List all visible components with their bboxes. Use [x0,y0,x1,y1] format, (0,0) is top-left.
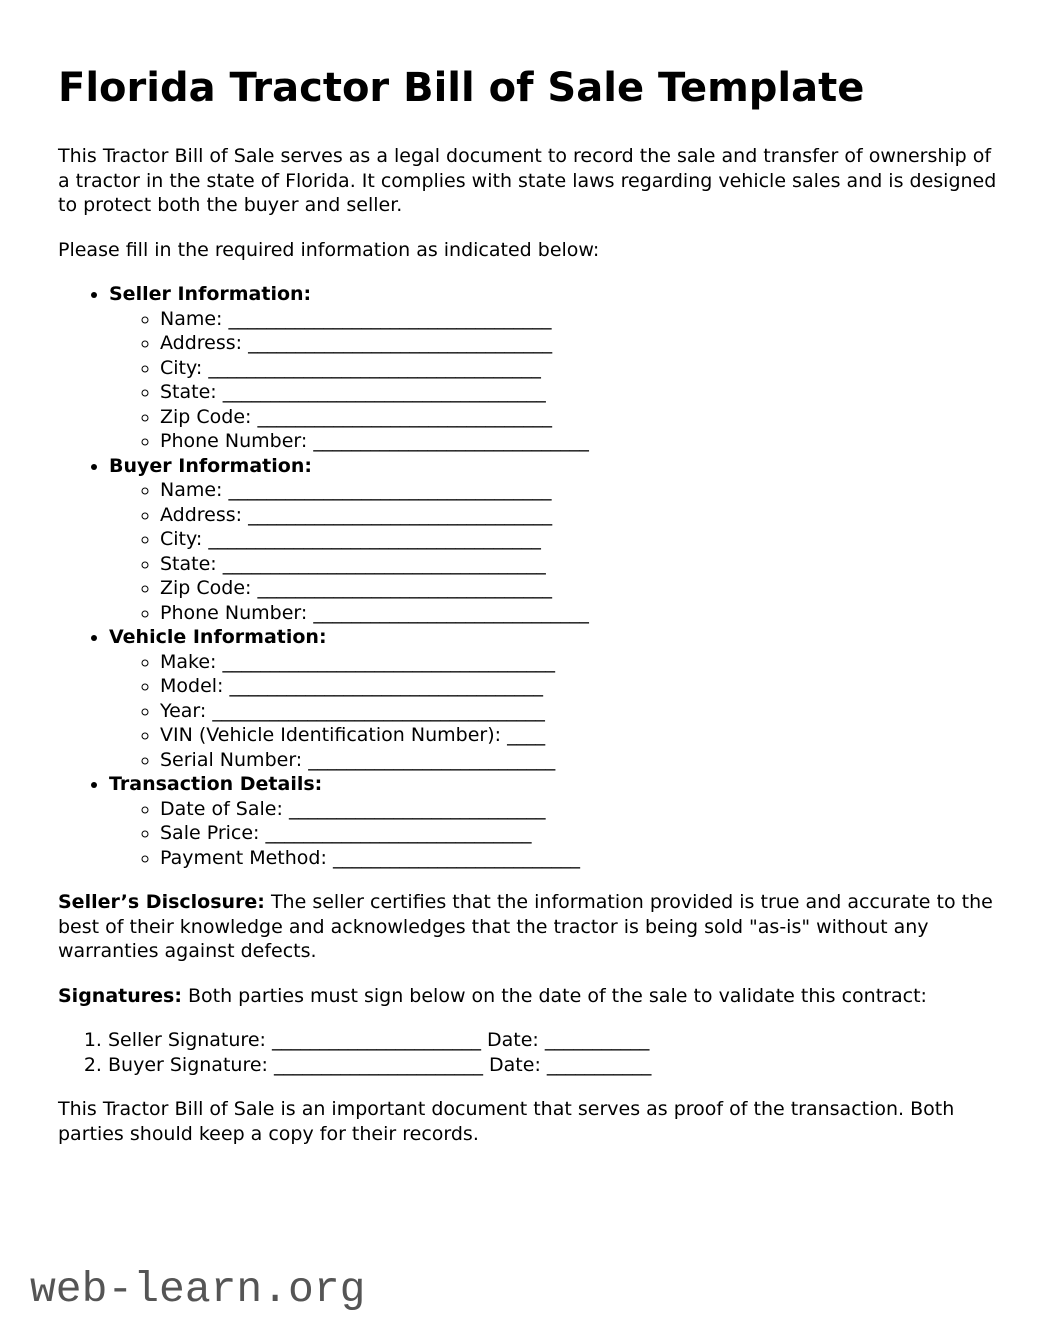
signature-list [58,1028,997,1077]
blank-line: ________________________________ [248,332,553,354]
seller-signature-date-blank-line: ___________ [544,1029,650,1051]
field-transaction-sale-price [160,821,997,846]
blank-line: __________________________________ [228,307,552,330]
field-seller-name [160,307,997,332]
field-label: City: [160,528,203,550]
buyer-signature-row [108,1053,997,1078]
section-seller-information [109,282,997,454]
seller-signature-row [108,1028,997,1053]
section-vehicle-information [109,625,997,772]
blank-line: __________________________ [308,748,556,771]
seller-information-heading: Seller Information: [109,283,312,305]
field-label: State: [160,381,217,403]
seller-signature-label: Seller Signature: [108,1029,266,1051]
signatures-text: Both parties must sign below on the date of the sale to validate this contract: [187,984,927,1007]
field-label: Year: [160,699,207,722]
field-label: Zip Code: [160,577,252,599]
field-label: VIN (Vehicle Identification Number): [160,724,502,746]
signatures-paragraph [58,984,997,1009]
form-sections [58,282,997,870]
blank-line: ____ [507,724,546,746]
buyer-signature-blank-line: ______________________ [273,1053,483,1076]
sellers-disclosure-paragraph [58,890,997,964]
field-label: City: [160,356,203,379]
field-label: Sale Price: [160,822,260,844]
field-buyer-address [160,503,997,528]
outro-paragraph: This Tractor Bill of Sale is an important document that serves as proof of the transaction. Both parties should keep a copy for their records. [58,1098,955,1145]
field-seller-phone-number [160,429,997,454]
blank-line: __________________________________ [222,381,546,403]
blank-line: _____________________________ [313,430,589,452]
field-label: Address: [160,332,243,354]
field-label: Model: [160,675,224,697]
field-label: Make: [160,650,217,673]
blank-line: __________________________ [332,846,580,869]
field-label: Date of Sale: [160,797,283,820]
field-buyer-zip-code [160,576,997,601]
field-label: Phone Number: [160,430,308,452]
field-buyer-state [160,552,997,577]
blank-line: _____________________________ [313,601,589,624]
field-vehicle-vin [160,723,997,748]
blank-line: _______________________________ [257,405,552,428]
field-buyer-name [160,478,997,503]
blank-line: ___________________________________ [208,356,541,379]
field-seller-zip-code [160,405,997,430]
buyer-signature-date-blank-line: ___________ [546,1053,652,1076]
field-transaction-payment-method [160,846,997,871]
blank-line: ___________________________________ [222,650,555,673]
vehicle-information-heading: Vehicle Information: [109,626,327,648]
seller-signature-date-label: Date: [487,1029,539,1051]
blank-line: ____________________________ [265,822,532,844]
blank-line: __________________________________ [228,479,552,501]
field-vehicle-year [160,699,997,724]
seller-fields [109,307,997,454]
buyer-fields [109,478,997,625]
field-buyer-phone-number [160,601,997,626]
blank-line: _________________________________ [229,675,543,697]
sellers-disclosure-text: The seller certifies that the information provided is true and accurate to the best of their knowledge and acknowledges that the tractor is being sold "as-is" without any warranties against defects. [58,891,993,962]
intro-paragraph: This Tractor Bill of Sale serves as a legal document to record the sale and transfer of ownership of a tractor in the state of Florida. It complies with state laws regarding vehicle sales and is designed to protect both the buyer and seller. [58,145,997,216]
vehicle-fields [109,650,997,773]
field-label: Address: [160,503,243,526]
transaction-details-heading: Transaction Details: [109,773,323,795]
blank-line: ___________________________________ [208,528,541,550]
blank-line: _______________________________ [257,577,552,599]
signatures-label: Signatures: [58,984,182,1007]
page-title: Florida Tractor Bill of Sale Template [58,65,865,111]
field-seller-city [160,356,997,381]
section-transaction-details [109,772,997,870]
buyer-signature-label: Buyer Signature: [108,1053,268,1076]
blank-line: ___________________________________ [212,699,545,722]
field-seller-state [160,380,997,405]
buyer-signature-date-label: Date: [489,1053,541,1076]
section-buyer-information [109,454,997,626]
blank-line: ________________________________ [248,503,553,526]
transaction-fields [109,797,997,871]
field-transaction-date-of-sale [160,797,997,822]
field-label: Name: [160,307,223,330]
blank-line: __________________________________ [222,552,546,575]
field-label: Name: [160,479,223,501]
field-buyer-city [160,527,997,552]
field-label: Zip Code: [160,405,252,428]
watermark-web-learn-org: web-learn.org [30,1265,366,1314]
seller-signature-blank-line: ______________________ [271,1029,481,1051]
field-label: Serial Number: [160,748,303,771]
field-vehicle-serial-number [160,748,997,773]
field-label: Phone Number: [160,601,308,624]
field-seller-address [160,331,997,356]
instruction-paragraph: Please fill in the required information as indicated below: [58,238,600,261]
blank-line: ___________________________ [288,797,546,820]
buyer-information-heading: Buyer Information: [109,454,312,477]
field-label: Payment Method: [160,846,327,869]
field-label: State: [160,552,217,575]
sellers-disclosure-label: Seller’s Disclosure: [58,891,265,913]
field-vehicle-make [160,650,997,675]
field-vehicle-model [160,674,997,699]
